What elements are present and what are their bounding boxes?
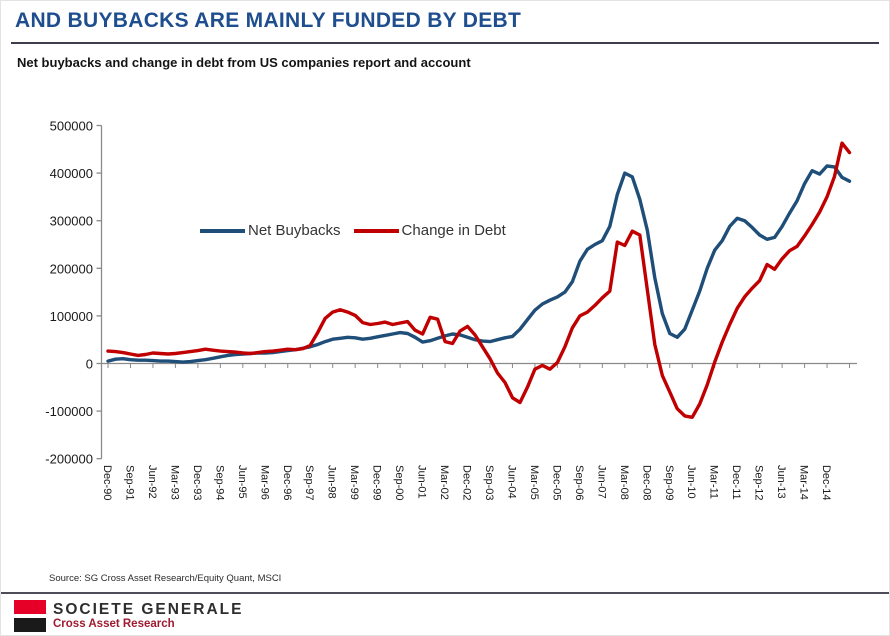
x-axis-tick-label: Sep-12 (752, 465, 765, 501)
x-axis-tick-label: Jun-98 (325, 465, 338, 499)
x-axis-tick-label: Mar-08 (617, 465, 630, 500)
legend-item-change-in-debt (354, 222, 506, 239)
chart-plot (1, 1, 890, 561)
legend-label-change-in-debt: Change in Debt (401, 222, 506, 239)
x-axis-tick-label: Sep-09 (662, 465, 675, 501)
legend-item-net-buybacks (200, 222, 341, 239)
x-axis-tick-label: Mar-05 (527, 465, 540, 500)
x-axis-tick-label: Dec-05 (550, 465, 563, 501)
x-axis-tick-label: Dec-08 (640, 465, 653, 501)
y-axis-tick-label: 300000 (49, 213, 93, 229)
x-axis-tick-label: Mar-11 (707, 465, 720, 500)
x-axis-tick-label: Mar-96 (258, 465, 271, 500)
y-axis-tick-label: 500000 (49, 118, 93, 134)
source-note: Source: SG Cross Asset Research/Equity Quant, MSCI (49, 573, 282, 584)
net-buybacks-line-swatch (200, 229, 245, 233)
x-axis-tick-label: Sep-00 (393, 465, 406, 501)
x-axis-tick-label: Dec-14 (820, 465, 833, 501)
x-axis-tick-label: Mar-99 (348, 465, 361, 500)
x-axis-tick-label: Jun-13 (775, 465, 788, 499)
x-axis-tick-label: Mar-02 (438, 465, 451, 500)
x-axis-tick-label: Sep-03 (482, 465, 495, 501)
y-axis-tick-label: 400000 (49, 166, 93, 182)
y-axis-tick-label: 100000 (49, 308, 93, 324)
x-axis-tick-label: Sep-97 (303, 465, 316, 501)
brand-division: Cross Asset Research (53, 618, 175, 630)
series-line-change-in-debt (108, 143, 850, 417)
x-axis-tick-label: Jun-92 (145, 465, 158, 499)
y-axis-tick-label: -200000 (45, 451, 93, 467)
x-axis-tick-label: Sep-94 (213, 465, 226, 501)
change-in-debt-line-swatch (354, 229, 399, 233)
x-axis-tick-label: Dec-93 (190, 465, 203, 501)
y-axis-tick-label: 0 (85, 356, 93, 372)
page-title: AND BUYBACKS ARE MAINLY FUNDED BY DEBT (15, 9, 522, 32)
x-axis-tick-label: Sep-91 (123, 465, 136, 501)
x-axis-tick-label: Jun-95 (235, 465, 248, 499)
x-axis-tick-label: Sep-06 (572, 465, 585, 501)
y-axis-tick-label: -100000 (45, 404, 93, 420)
x-axis-tick-label: Dec-99 (370, 465, 383, 501)
x-axis-tick-label: Dec-02 (460, 465, 473, 501)
x-axis-tick-label: Dec-11 (730, 465, 743, 500)
x-axis-tick-label: Mar-93 (168, 465, 181, 500)
logo-black-block (14, 618, 46, 632)
chart-legend (200, 222, 506, 239)
logo-red-block (14, 600, 46, 614)
x-axis-tick-label: Jun-04 (505, 465, 518, 499)
x-axis-tick-label: Dec-96 (280, 465, 293, 501)
y-axis-tick-label: 200000 (49, 261, 93, 277)
legend-label-net-buybacks: Net Buybacks (248, 222, 341, 239)
societe-generale-logo (14, 600, 46, 632)
x-axis-tick-label: Jun-10 (685, 465, 698, 499)
chart-subtitle: Net buybacks and change in debt from US companies report and account (17, 55, 471, 70)
brand-name: SOCIETE GENERALE (53, 601, 244, 618)
footer-divider (1, 592, 890, 594)
series-line-net-buybacks (108, 166, 850, 362)
x-axis-tick-label: Jun-07 (595, 465, 608, 499)
x-axis-tick-label: Dec-90 (101, 465, 113, 501)
x-axis-tick-label: Mar-14 (797, 465, 810, 500)
x-axis-tick-label: Jun-01 (415, 465, 428, 499)
